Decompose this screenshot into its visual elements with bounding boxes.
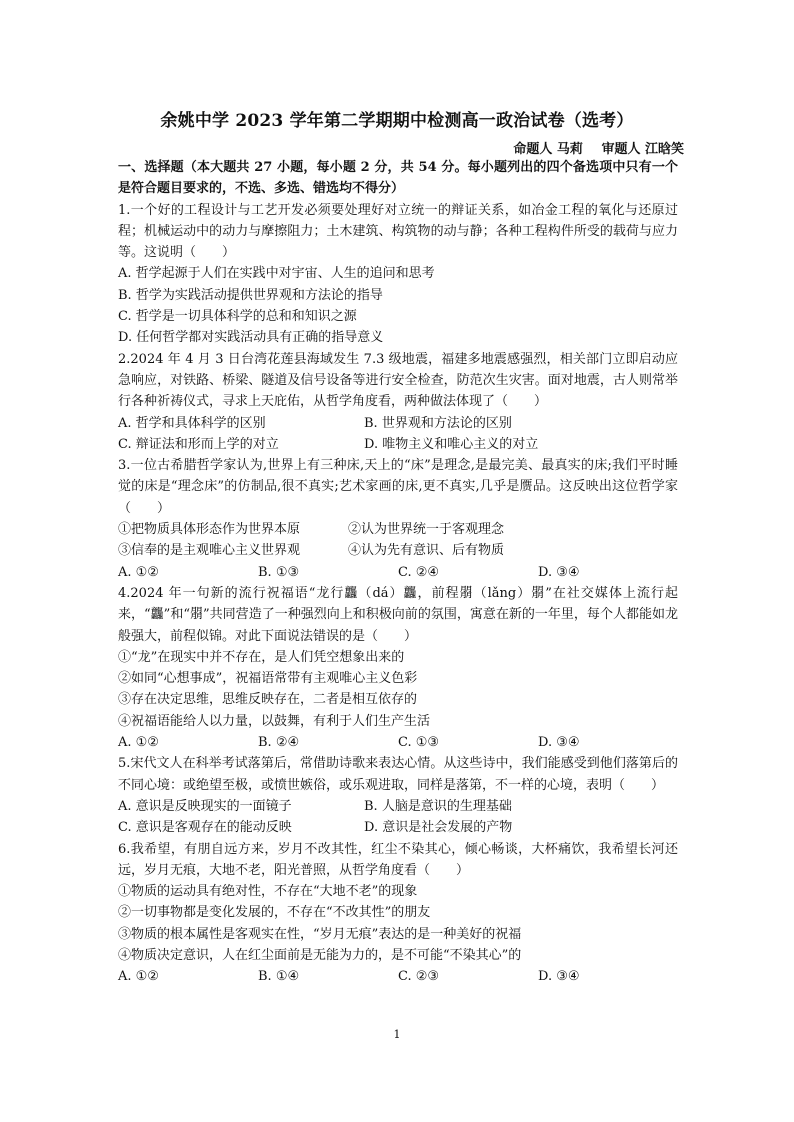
option-d: D. 意识是社会发展的产物: [364, 820, 513, 836]
items-row: [118, 540, 678, 561]
question-5: [118, 753, 678, 838]
item-1: ①把物质具体形态作为世界本原: [118, 522, 301, 538]
option-b: B. ①④: [258, 969, 300, 985]
option-a: A. ①②: [118, 735, 159, 751]
item-4: ④物质决定意识，人在红尘面前是无能为力的，是不可能“不染其心”的: [118, 947, 522, 963]
question-1: [118, 200, 678, 349]
option-b: B. ①③: [258, 564, 300, 580]
item-1: ①“龙”在现实中并不存在，是人们凭空想象出来的: [118, 649, 405, 665]
option-d: D. 任何哲学都对实践活动具有正确的指导意义: [118, 330, 384, 346]
item-4: ④祝福语能给人以力量，以鼓舞，有利于人们生产生活: [118, 713, 431, 729]
options-row: [118, 732, 678, 753]
option-d: D. ③④: [538, 735, 580, 751]
item-2: ②如同“心想事成”，祝福语常带有主观唯心主义色彩: [118, 671, 418, 687]
page-number: 1: [393, 1028, 401, 1041]
option-d: D. ③④: [538, 969, 580, 985]
option-c: C. ①③: [398, 735, 440, 751]
option-a: A. ①②: [118, 969, 159, 985]
question-stem: 3.一位古希腊哲学家认为,世界上有三种床,天上的“床”是理念,是最完美、最真实的床;我们平时睡觉的床是“理念床”的仿制品,很不真实;艺术家画的床,更不真实,几乎是赝品。这反映出这位哲学家（ ）: [118, 458, 678, 516]
exam-title: 余姚中学 2023 学年第二学期期中检测高一政治试卷（选考）: [160, 111, 634, 131]
option-d: D. 唯物主义和唯心主义的对立: [364, 436, 539, 452]
question-stem: 2.2024 年 4 月 3 日台湾花莲县海域发生 7.3 级地震，福建多地震感强烈，相关部门立即启动应急响应，对铁路、桥梁、隧道及信号设备等进行安全检查，防范次生灾害。面对地震，古人则常举行各种祈祷仪式，寻求上天庇佑，从哲学角度看，两种做法体现了（ ）: [118, 351, 678, 410]
option-c: C. ②③: [398, 969, 440, 985]
options-row: [118, 562, 678, 583]
question-2: [118, 349, 678, 455]
question-stem: 4.2024 年一句新的流行祝福语“龙行龘（dá）龘，前程朤（lǎng）朤”在社交媒体上流行起来，“龘”和“朤”共同营造了一种强烈向上和积极向前的氛围，寓意在新的一年里，每个人都能如龙般强大，前程似锦。对此下面说法错误的是（ ）: [118, 585, 678, 644]
question-stem: 5.宋代文人在科举考试落第后，常借助诗歌来表达心情。从这些诗中，我们能感受到他们落第后的不同心境：或绝望至极，或愤世嫉俗，或乐观进取，同样是落第，不一样的心境，表明（ ）: [118, 756, 678, 793]
option-a: A. 哲学和具体科学的区别: [118, 415, 266, 431]
question-stem: 1.一个好的工程设计与工艺开发必须要处理好对立统一的辩证关系，如冶金工程的氧化与还原过程；机械运动中的动力与摩擦阻力；土木建筑、构筑物的动与静；各种工程构件所受的载荷与应力等。这说明（ ）: [118, 202, 678, 261]
question-setter: 命题人 马莉: [513, 142, 583, 157]
options-row: [118, 796, 678, 817]
option-c: C. 意识是客观存在的能动反映: [118, 820, 292, 836]
option-b: B. 哲学为实践活动提供世界观和方法论的指导: [118, 287, 383, 303]
option-a: A. 哲学起源于人们在实践中对宇宙、人生的追问和思考: [118, 266, 435, 282]
item-4: ④认为先有意识、后有物质: [348, 543, 505, 559]
question-stem: 6.我希望，有朋自远方来，岁月不改其性，红尘不染其心，倾心畅谈，大杯痛饮，我希望长河还远，岁月无痕，大地不老，阳光普照，从哲学角度看（ ）: [118, 841, 678, 878]
question-4: [118, 583, 678, 753]
question-6: [118, 839, 678, 988]
item-2: ②认为世界统一于客观理念: [348, 522, 505, 538]
section-header: 一、选择题（本大题共 27 小题，每小题 2 分，共 54 分。每小题列出的四个备选项中只有一个是符合题目要求的，不选、多选、错选均不得分）: [118, 160, 678, 197]
item-3: ③信奉的是主观唯心主义世界观: [118, 543, 301, 559]
option-a: A. ①②: [118, 564, 159, 580]
options-row: [118, 966, 678, 987]
option-b: B. ②④: [258, 735, 300, 751]
options-row: [118, 434, 678, 455]
option-b: B. 人脑是意识的生理基础: [364, 798, 512, 814]
option-b: B. 世界观和方法论的区别: [364, 415, 512, 431]
option-c: C. 辩证法和形而上学的对立: [118, 436, 279, 452]
options-row: [118, 413, 678, 434]
option-a: A. 意识是反映现实的一面镜子: [118, 798, 292, 814]
option-c: C. 哲学是一切具体科学的总和和知识之源: [118, 309, 357, 325]
question-3: [118, 455, 678, 583]
options-row: [118, 817, 678, 838]
item-3: ③存在决定思维，思维反映存在，二者是相互依存的: [118, 692, 418, 708]
items-row: [118, 519, 678, 540]
question-reviewer: 审题人 江晗笑: [601, 142, 684, 157]
item-1: ①物质的运动具有绝对性，不存在“大地不老”的现象: [118, 884, 418, 900]
exam-content: [118, 157, 678, 988]
item-3: ③物质的根本属性是客观实在性，“岁月无痕”表达的是一种美好的祝福: [118, 926, 522, 942]
option-d: D. ③④: [538, 564, 580, 580]
authors-line: [499, 138, 684, 157]
option-c: C. ②④: [398, 564, 440, 580]
item-2: ②一切事物都是变化发展的，不存在“不改其性”的朋友: [118, 905, 431, 921]
